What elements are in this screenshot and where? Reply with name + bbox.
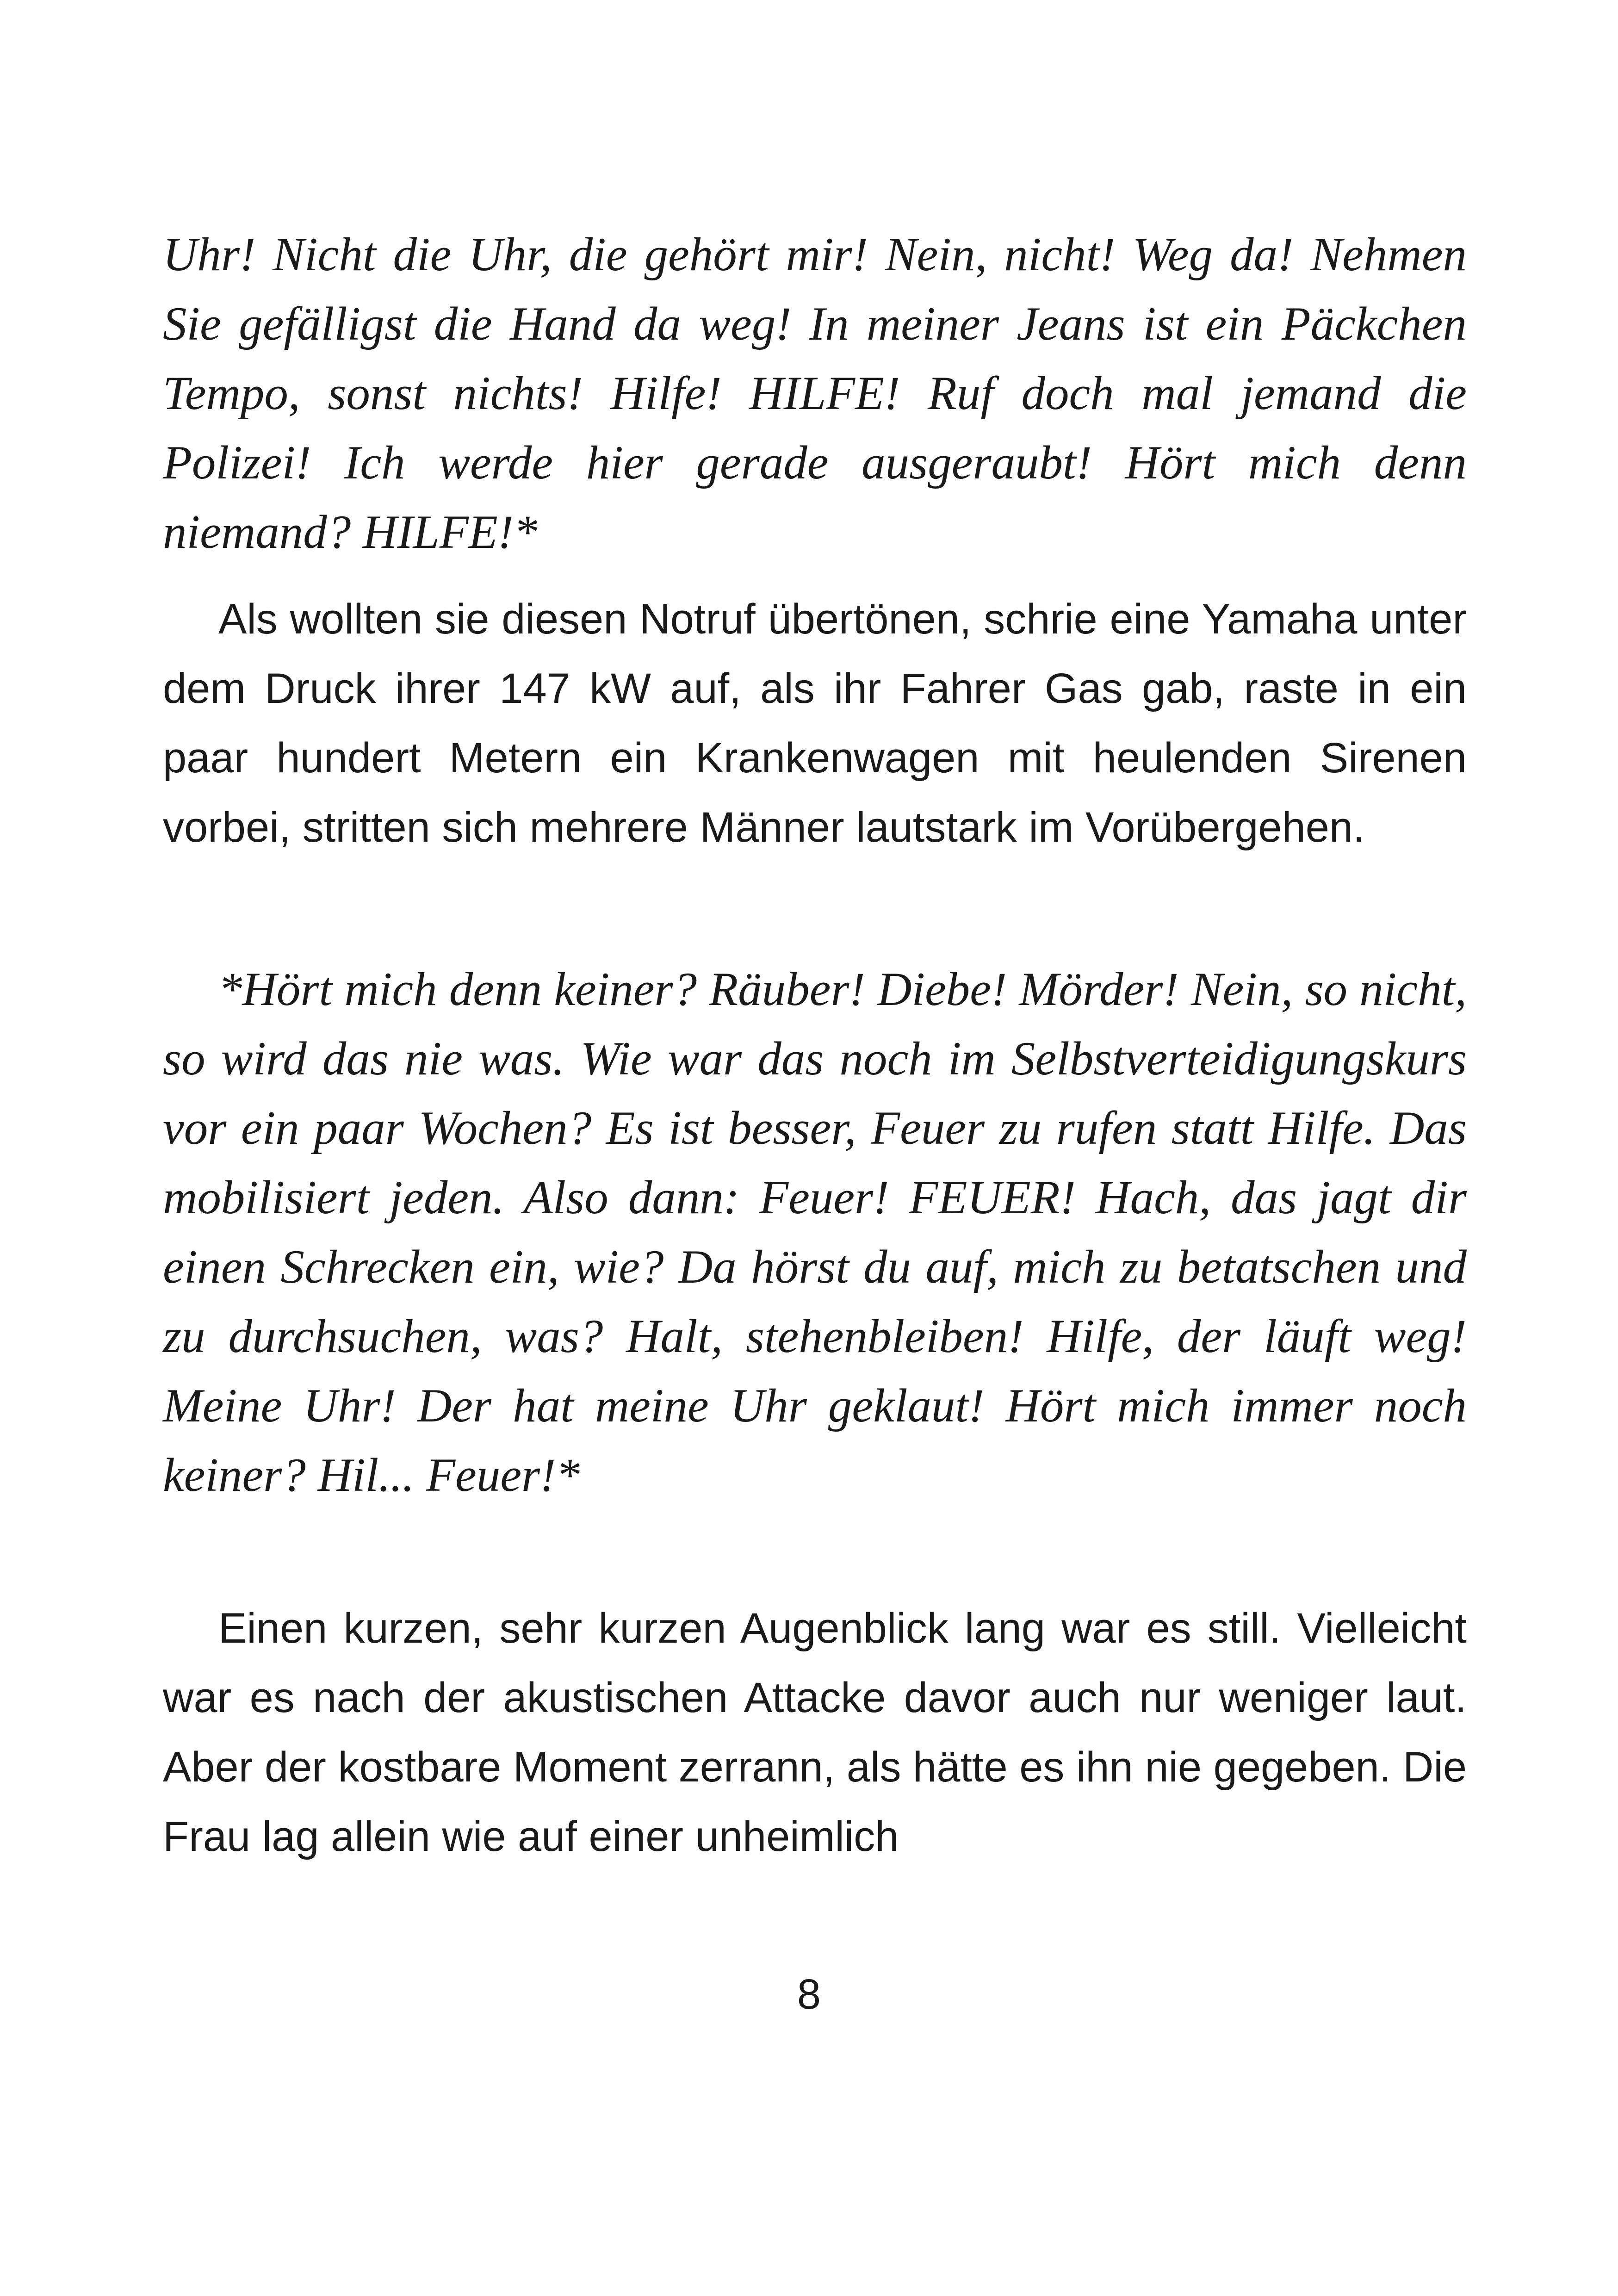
paragraph-inner-monologue-1: Uhr! Nicht die Uhr, die gehört mir! Nein, nicht! Weg da! Nehmen Sie gefälligst die Hand da weg! In meiner Jeans ist ein Päckchen Tempo, sonst nichts! Hilfe! HILFE! Ruf doch mal jemand die Polizei! Ich werde hier gerade ausgeraubt! Hört mich denn niemand? HILFE!*	[163, 228, 1467, 558]
paragraph-narration-1: Als wollten sie diesen Notruf übertönen, schrie eine Yamaha unter dem Druck ihrer 147 kW auf, als ihr Fahrer Gas gab, raste in ein paar hundert Metern ein Krankenwagen mit heulenden Sirenen vorbei, stritten sich mehrere Männer lautstark im Vorübergehen.	[163, 596, 1467, 851]
paragraph-inner-monologue-2: *Hört mich denn keiner? Räuber! Diebe! Mörder! Nein, so nicht, so wird das nie was. Wie war das noch im Selbstverteidigungskurs vor ein paar Wochen? Es ist besser, Feuer zu rufen statt Hilfe. Das mobilisiert jeden. Also dann: Feuer! FEUER! Hach, das jagt dir einen Schrecken ein, wie? Da hörst du auf, mich zu betatschen und zu durchsuchen, was? Halt, stehenbleiben! Hilfe, der läuft weg! Meine Uhr! Der hat meine Uhr geklaut! Hört mich immer noch keiner? Hil... Feuer!*	[163, 963, 1467, 1502]
paragraph-narration-2: Einen kurzen, sehr kurzen Augenblick lang war es still. Vielleicht war es nach der akustischen Attacke davor auch nur weniger laut. Aber der kostbare Moment zerrann, als hätte es ihn nie gegeben. Die Frau lag allein wie auf einer unheimlich	[163, 1605, 1467, 1860]
page-number: 8	[797, 1971, 821, 2018]
